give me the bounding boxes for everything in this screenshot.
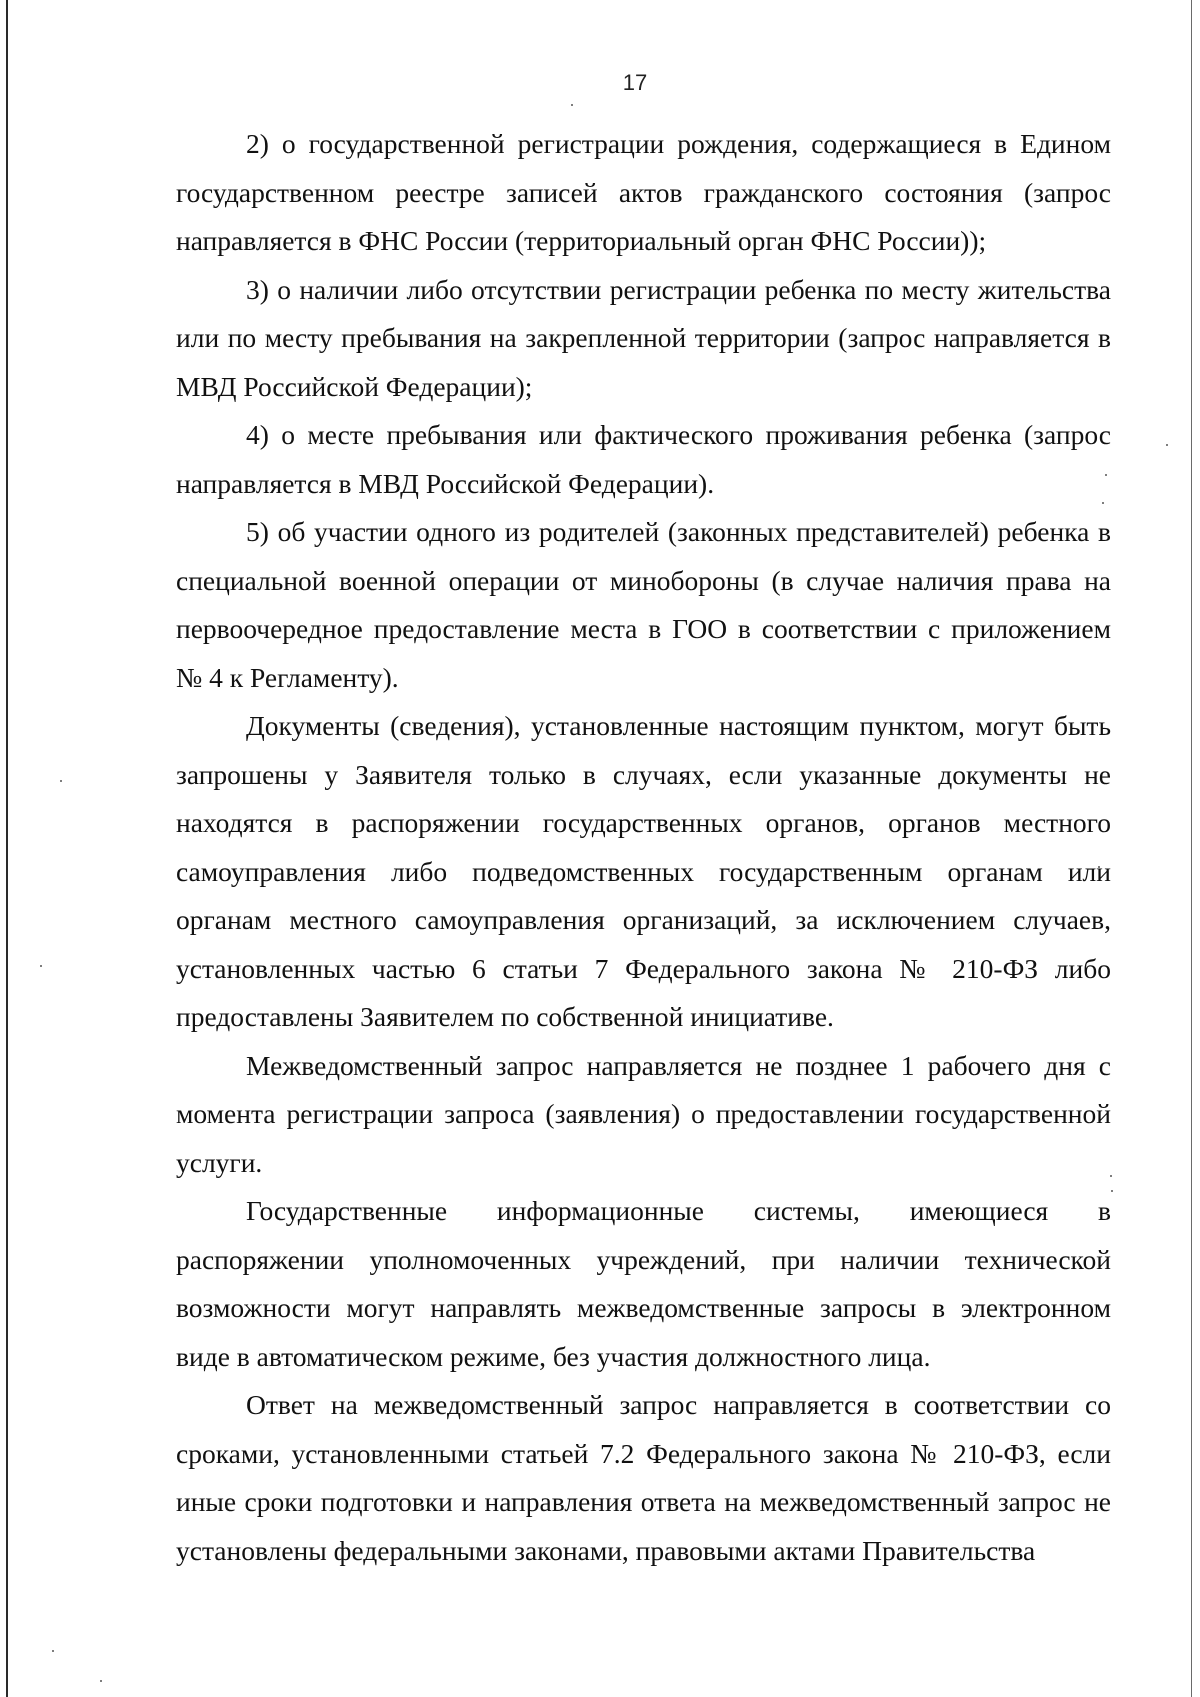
scan-speck [52,1650,54,1652]
paragraph-information-systems: Государственные информационные системы, имеющиеся в распоряжении уполномоченных учреждений, при наличии технической возможности могут направлять межведомственные запросы в электронном виде в автоматическом режиме, без участия должностного лица. [176,1195,1111,1372]
scan-speck [1111,1190,1113,1192]
scan-speck [40,965,42,967]
paragraph-place-of-stay: 4) о месте пребывания или фактического проживания ребенка (запрос направляется в МВД Российской Федерации). [176,419,1111,499]
scan-edge-left [6,0,8,1697]
scan-edge-right [1191,0,1192,1697]
paragraph-response: Ответ на межведомственный запрос направляется в соответствии со сроками, установленными статьей 7.2 Федерального закона № 210-ФЗ, если иные сроки подготовки и направления ответа на межведомственный запрос не установлены федеральными законами, правовыми актами Правительства [176,1389,1111,1566]
document-body [176,120,1111,1575]
page-number: 17 [622,70,648,95]
paragraph-birth-registration: 2) о государственной регистрации рождения, содержащиеся в Едином государственном реестре записей актов гражданского состояния (запрос направляется в ФНС России (территориальный орган ФНС России)); [176,128,1111,256]
scan-speck [1166,444,1168,446]
scan-speck [571,104,573,106]
paragraph-documents: Документы (сведения), установленные настоящим пунктом, могут быть запрошены у Заявителя только в случаях, если указанные документы не находятся в распоряжении государственных органов, органов местного самоуправления либо подведомственных государственным органам или органам местного самоуправления организаций, за исключением случаев, установленных частью 6 статьи 7 Федерального закона № 210-ФЗ либо предоставлены Заявителем по собственной инициативе. [176,710,1111,1032]
paragraph-interdepartmental-request: Межведомственный запрос направляется не позднее 1 рабочего дня с момента регистрации запроса (заявления) о предоставлении государственной услуги. [176,1049,1111,1178]
paragraph-residence-registration: 3) о наличии либо отсутствии регистрации ребенка по месту жительства или по месту пребывания на закрепленной территории (запрос направляется в МВД Российской Федерации); [176,273,1111,402]
paragraph-military-operation: 5) об участии одного из родителей (законных представителей) ребенка в специальной военной операции от минобороны (в случае наличия права на первоочередное предоставление места в ГОО в соответствии с приложением № 4 к Регламенту). [176,516,1111,693]
scan-speck [60,780,62,782]
scan-speck [100,1680,102,1682]
